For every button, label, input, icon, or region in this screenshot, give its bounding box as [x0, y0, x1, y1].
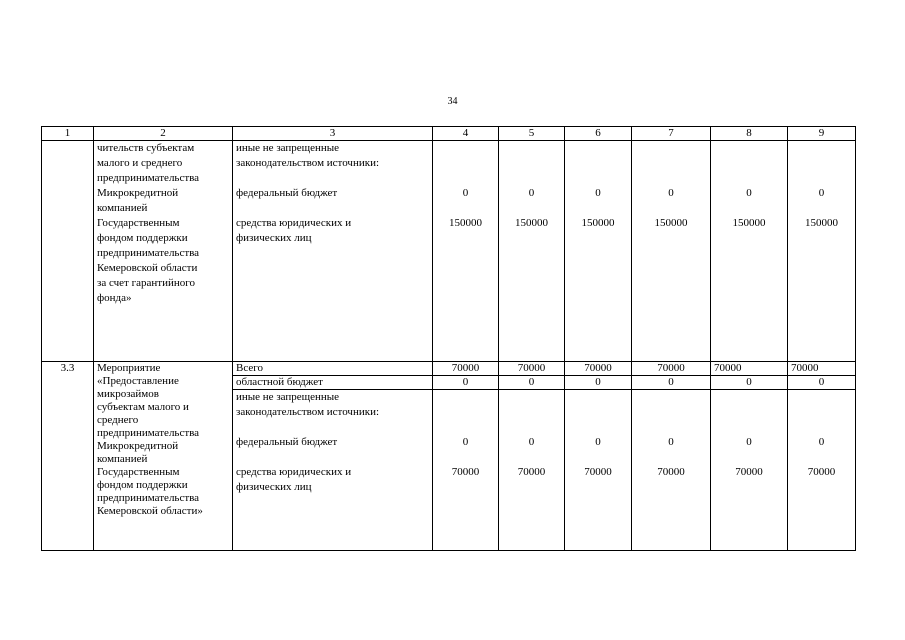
federal-value: 0 — [668, 187, 674, 199]
value-cell — [632, 390, 711, 551]
measure-name-cell — [94, 362, 233, 551]
source-cell — [233, 390, 433, 551]
value-cell — [565, 390, 632, 551]
value-cell — [433, 390, 499, 551]
source-cell — [233, 141, 433, 362]
header-cell: 7 — [632, 127, 711, 141]
legal-value: 70000 — [807, 466, 836, 478]
legal-value: 70000 — [735, 466, 763, 478]
measure-name-line: среднего — [97, 414, 139, 426]
legal-value: 150000 — [732, 217, 766, 229]
legal-value: 150000 — [805, 217, 838, 229]
legal-funds-label: средства юридических и — [236, 217, 352, 229]
legal-value: 70000 — [451, 466, 480, 478]
legal-value: 150000 — [581, 217, 615, 229]
value-cell — [433, 141, 499, 362]
measure-name-line: Государственным — [97, 466, 180, 478]
measure-name-line: Мероприятие — [97, 362, 161, 374]
measure-name-line: за счет гарантийного — [97, 277, 195, 289]
legal-funds-label: физических лиц — [236, 481, 312, 493]
federal-value: 0 — [528, 436, 535, 448]
measure-name-line: «Предоставление — [97, 375, 179, 387]
header-cell: 4 — [433, 127, 499, 141]
table-row — [42, 362, 856, 376]
header-cell: 8 — [711, 127, 788, 141]
value-cell — [711, 390, 788, 551]
total-value: 70000 — [565, 362, 632, 376]
legal-value: 150000 — [449, 217, 482, 229]
regional-value: 0 — [788, 376, 856, 390]
value-cell — [632, 141, 711, 362]
value-cell — [788, 390, 856, 551]
federal-value: 0 — [462, 436, 469, 448]
measure-name-line: Государственным — [97, 217, 180, 229]
regional-value: 0 — [499, 376, 565, 390]
measure-name-cell — [94, 141, 233, 362]
measure-name-line: фондом поддержки — [97, 479, 188, 491]
total-label: Всего — [233, 362, 433, 376]
regional-value: 0 — [632, 376, 711, 390]
measure-name-line: Микрокредитной — [97, 187, 179, 199]
header-cell: 1 — [42, 127, 94, 141]
table-row — [42, 141, 856, 362]
federal-value: 0 — [668, 436, 674, 448]
measure-name-line: компанией — [97, 453, 148, 465]
measure-name-line: предпринимательства — [97, 172, 200, 184]
legal-value: 70000 — [517, 466, 546, 478]
total-value: 70000 — [788, 362, 856, 376]
legal-funds-label: средства юридических и — [236, 466, 352, 478]
page-number: 34 — [447, 96, 458, 107]
legal-value: 70000 — [584, 466, 612, 478]
row-number — [42, 141, 94, 362]
federal-value: 0 — [746, 187, 752, 199]
value-cell — [711, 141, 788, 362]
value-cell — [788, 141, 856, 362]
measure-name-line: компанией — [97, 202, 148, 214]
source-line: иные не запрещенные — [236, 391, 340, 403]
measure-name-line: предпринимательства — [97, 492, 200, 504]
federal-budget-label: федеральный бюджет — [236, 187, 338, 199]
federal-value: 0 — [462, 187, 469, 199]
regional-value: 0 — [433, 376, 499, 390]
federal-value: 0 — [746, 436, 752, 448]
budget-table — [41, 126, 856, 551]
measure-name-line: предпринимательства — [97, 247, 200, 259]
source-line: законодательством источники: — [236, 157, 380, 169]
total-value: 70000 — [499, 362, 565, 376]
value-cell — [565, 141, 632, 362]
regional-value: 0 — [711, 376, 788, 390]
measure-name-line: субъектам малого и — [97, 401, 189, 413]
federal-budget-label: федеральный бюджет — [236, 436, 338, 448]
legal-funds-label: физических лиц — [236, 232, 312, 244]
federal-value: 0 — [595, 187, 601, 199]
legal-value: 150000 — [515, 217, 548, 229]
total-value: 70000 — [632, 362, 711, 376]
measure-name-line: чительств субъектам — [97, 142, 195, 154]
legal-value: 70000 — [657, 466, 685, 478]
measure-name-line: Кемеровской области — [97, 262, 198, 274]
measure-name-line: Кемеровской области» — [97, 505, 203, 517]
measure-name-line: предпринимательства — [97, 427, 200, 439]
federal-value: 0 — [595, 436, 601, 448]
row-number: 3.3 — [42, 362, 94, 551]
header-cell: 6 — [565, 127, 632, 141]
header-cell: 3 — [233, 127, 433, 141]
federal-value: 0 — [528, 187, 535, 199]
measure-name-line: микрозаймов — [97, 388, 159, 400]
measure-name-line: Микрокредитной — [97, 440, 179, 452]
header-cell: 9 — [788, 127, 856, 141]
measure-name-line: фонда» — [97, 292, 132, 304]
source-line: иные не запрещенные — [236, 142, 340, 154]
header-row — [42, 127, 856, 141]
value-cell — [499, 390, 565, 551]
regional-budget-label: областной бюджет — [233, 376, 433, 390]
total-value: 70000 — [433, 362, 499, 376]
federal-value: 0 — [818, 436, 825, 448]
federal-value: 0 — [818, 187, 825, 199]
regional-value: 0 — [565, 376, 632, 390]
value-cell — [499, 141, 565, 362]
header-cell: 5 — [499, 127, 565, 141]
header-cell: 2 — [94, 127, 233, 141]
total-value: 70000 — [711, 362, 788, 376]
measure-name-line: фондом поддержки — [97, 232, 188, 244]
legal-value: 150000 — [654, 217, 688, 229]
source-line: законодательством источники: — [236, 406, 380, 418]
measure-name-line: малого и среднего — [97, 157, 183, 169]
